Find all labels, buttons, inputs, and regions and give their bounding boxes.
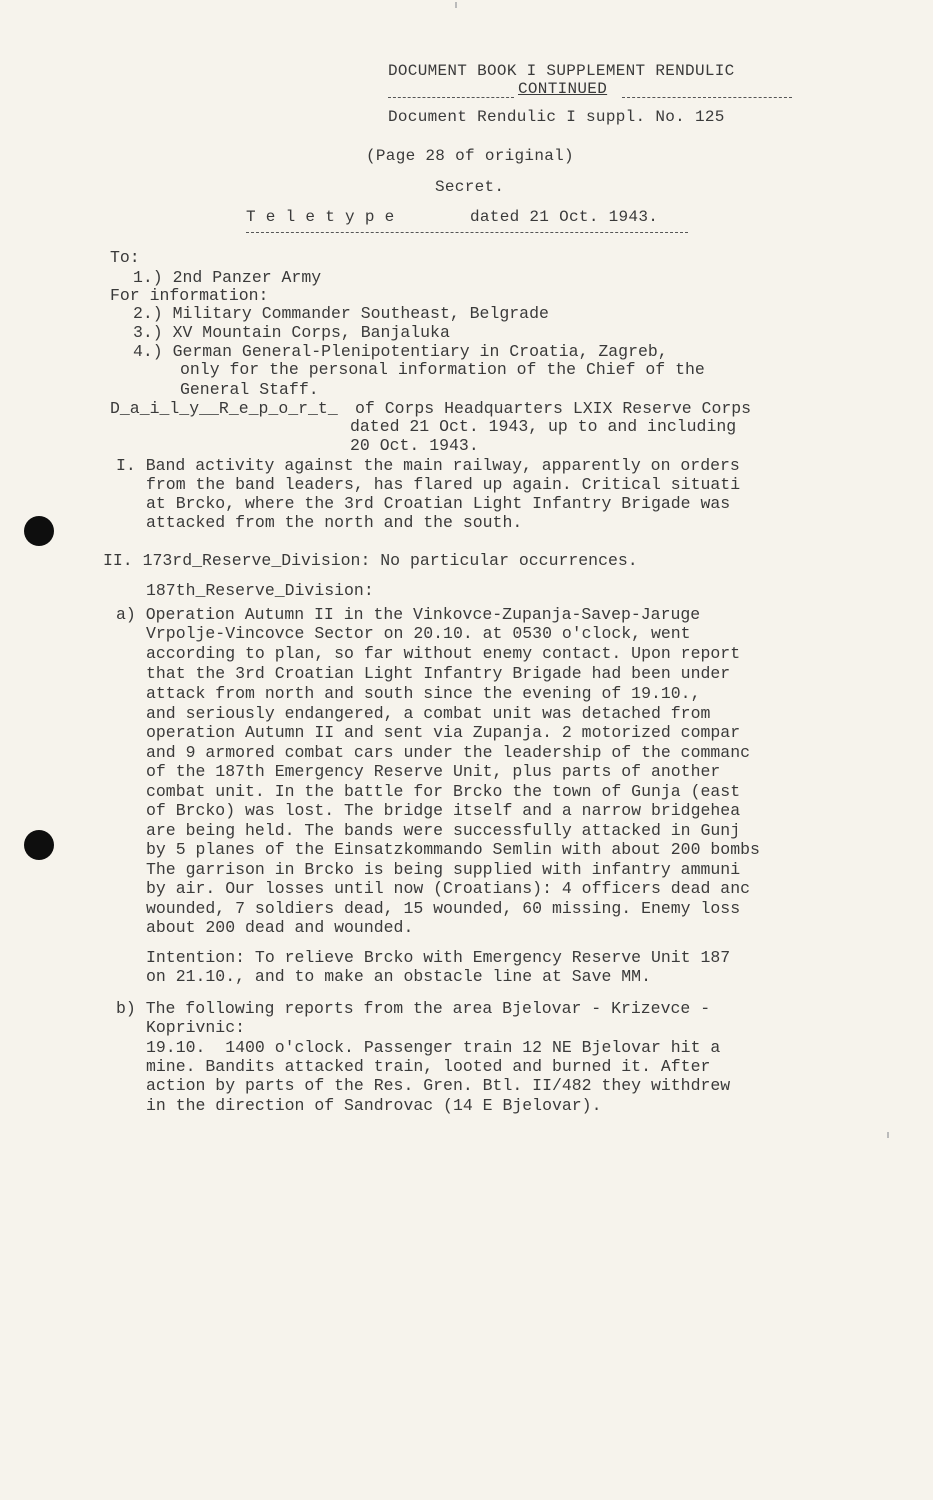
intention-line: on 21.10., and to make an obstacle line at Save MM. — [146, 967, 651, 986]
punch-hole-bottom — [24, 830, 54, 860]
recipient-3: 3.) XV Mountain Corps, Banjaluka — [133, 323, 450, 342]
header-divider — [246, 232, 688, 233]
section-i-line: at Brcko, where the 3rd Croatian Light Infantry Brigade was — [146, 494, 731, 513]
para-a-line: that the 3rd Croatian Light Infantry Brigade had been under — [146, 664, 731, 683]
recipient-4-line2: only for the personal information of the Chief of the — [180, 360, 705, 379]
para-a-line: about 200 dead and wounded. — [146, 918, 414, 937]
document-reference: Document Rendulic I suppl. No. 125 — [388, 108, 725, 126]
continued-label: CONTINUED — [518, 80, 608, 98]
title-rule-left — [388, 97, 514, 98]
para-b-line: in the direction of Sandrovac (14 E Bjelovar). — [146, 1096, 602, 1115]
recipient-2: 2.) Military Commander Southeast, Belgrade — [133, 304, 549, 323]
para-a-line: are being held. The bands were successfully attacked in Gunj — [146, 821, 741, 840]
para-a-line: The garrison in Brcko is being supplied with infantry ammuni — [146, 860, 741, 879]
para-a-line: attack from north and south since the evening of 19.10., — [146, 684, 701, 703]
division-173-label: II. 173rd_Reserve_Division: — [103, 551, 371, 570]
division-187-heading: 187th_Reserve_Division: — [146, 581, 374, 600]
para-a-line: and 9 armored combat cars under the leadership of the commanc — [146, 743, 750, 762]
division-173-text: No particular occurrences. — [370, 551, 638, 570]
daily-report-line3: 20 Oct. 1943. — [350, 436, 479, 455]
for-information-label: For information: — [110, 286, 269, 305]
teletype-label: T e l e t y p e — [246, 208, 395, 226]
classification: Secret. — [435, 178, 505, 196]
page-reference: (Page 28 of original) — [366, 147, 574, 165]
division-173-heading — [103, 551, 638, 570]
para-b-line: 19.10. 1400 o'clock. Passenger train 12 NE Bjelovar hit a — [146, 1038, 721, 1057]
para-a-line: a) Operation Autumn II in the Vinkovce-Zupanja-Savep-Jaruge — [116, 605, 701, 624]
section-i-line: from the band leaders, has flared up again. Critical situati — [146, 475, 741, 494]
section-i-line: attacked from the north and the south. — [146, 513, 523, 532]
para-b-line: Koprivnic: — [146, 1018, 246, 1037]
daily-report-line1: of Corps Headquarters LXIX Reserve Corps — [355, 399, 752, 418]
para-a-line: operation Autumn II and sent via Zupanja. 2 motorized compar — [146, 723, 741, 742]
para-a-line: by air. Our losses until now (Croatians): 4 officers dead anc — [146, 879, 750, 898]
paper-speck — [455, 2, 457, 8]
para-b-line: action by parts of the Res. Gren. Btl. II/482 they withdrew — [146, 1076, 731, 1095]
punch-hole-top — [24, 516, 54, 546]
recipient-4-line1: 4.) German General-Plenipotentiary in Croatia, Zagreb, — [133, 342, 668, 361]
para-a-line: of the 187th Emergency Reserve Unit, plus parts of another — [146, 762, 721, 781]
recipient-1: 1.) 2nd Panzer Army — [133, 268, 322, 287]
para-b-line: mine. Bandits attacked train, looted and burned it. After — [146, 1057, 711, 1076]
para-b-line: b) The following reports from the area Bjelovar - Krizevce - — [116, 999, 711, 1018]
para-a-line: wounded, 7 soldiers dead, 15 wounded, 60 missing. Enemy loss — [146, 899, 741, 918]
title-rule-right — [622, 97, 792, 98]
daily-report-line2: dated 21 Oct. 1943, up to and including — [350, 417, 737, 436]
para-a-line: combat unit. In the battle for Brcko the town of Gunja (east — [146, 782, 741, 801]
intention-line: Intention: To relieve Brcko with Emergency Reserve Unit 187 — [146, 948, 731, 967]
daily-report-label: D_a_i_l_y__R_e_p_o_r_t_ — [110, 399, 338, 418]
para-a-line: according to plan, so far without enemy contact. Upon report — [146, 644, 741, 663]
document-title: DOCUMENT BOOK I SUPPLEMENT RENDULIC — [388, 62, 735, 80]
para-a-line: by 5 planes of the Einsatzkommando Semlin with about 200 bombs — [146, 840, 760, 859]
to-label: To: — [110, 248, 140, 267]
para-a-line: Vrpolje-Vincovce Sector on 20.10. at 0530 o'clock, went — [146, 624, 691, 643]
para-a-line: and seriously endangered, a combat unit was detached from — [146, 704, 711, 723]
section-i-line: I. Band activity against the main railway, apparently on orders — [116, 456, 740, 475]
teletype-date: dated 21 Oct. 1943. — [470, 208, 659, 226]
para-a-line: of Brcko) was lost. The bridge itself and a narrow bridgehea — [146, 801, 741, 820]
paper-speck — [887, 1132, 889, 1138]
recipient-4-line3: General Staff. — [180, 380, 319, 399]
